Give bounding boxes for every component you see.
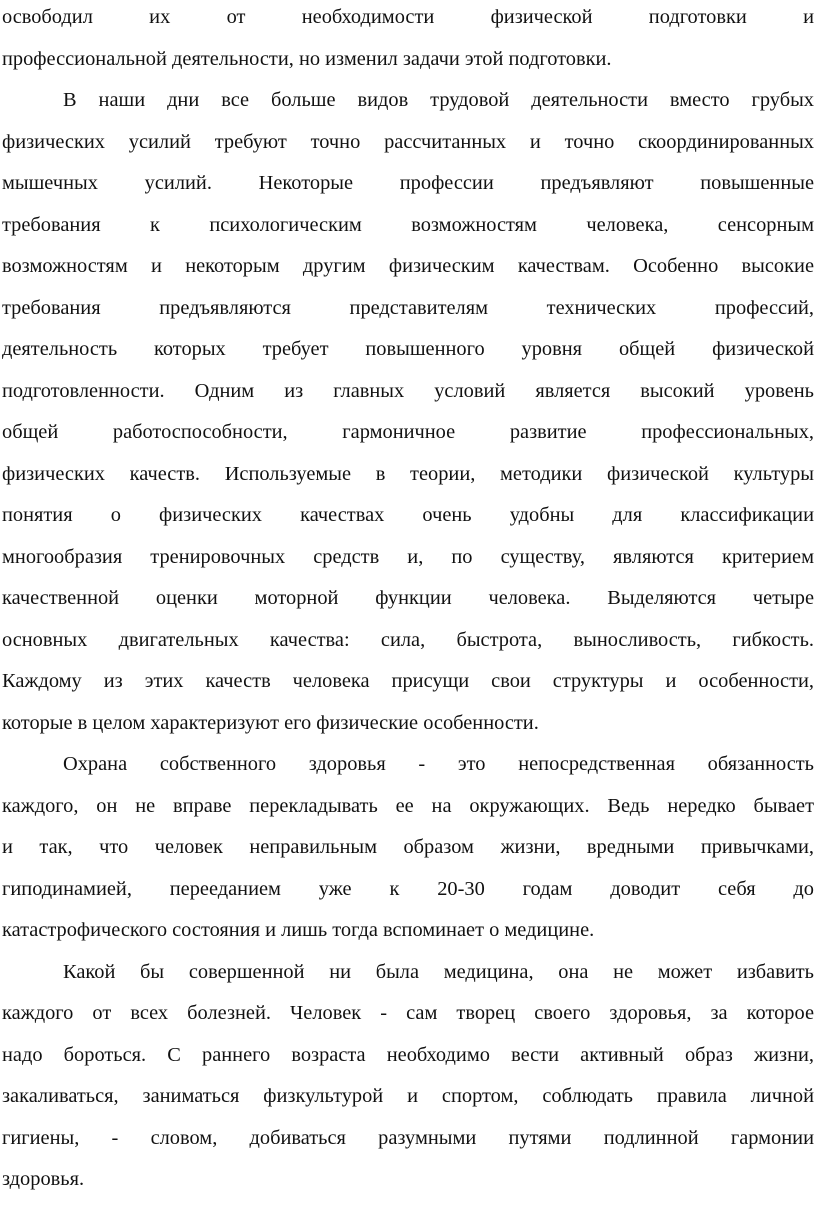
text-line: В наши дни все больше видов трудовой деятельности вместо грубых (63, 89, 814, 111)
text-line: подготовленности. Одним из главных условий является высокий уровень (2, 379, 814, 402)
document-body (2, 0, 814, 1201)
text-line: деятельность которых требует повышенного уровня общей физической (2, 338, 814, 360)
text-line: мышечных усилий. Некоторые профессии предъявляют повышенные (2, 172, 814, 194)
text-line: требования предъявляются представителям технических профессий, (2, 296, 814, 319)
text-line: каждого, он не вправе перекладывать ее на окружающих. Ведь нередко бывает (2, 794, 814, 817)
paragraph (2, 952, 814, 1201)
text-line: которые в целом характеризуют его физические особенности. (2, 711, 539, 734)
text-line: и так, что человек неправильным образом жизни, вредными привычками, (2, 836, 814, 858)
text-line: качественной оценки моторной функции человека. Выделяются четыре (2, 587, 814, 609)
paragraph (2, 80, 814, 744)
paragraph (2, 744, 814, 952)
text-line: физических усилий требуют точно рассчитанных и точно скоординированных (2, 130, 814, 153)
text-line: профессиональной деятельности, но изменил задачи этой подготовки. (2, 47, 612, 70)
text-line: гиподинамией, перееданием уже к 20-30 годам доводит себя до (2, 877, 814, 900)
text-line: Охрана собственного здоровья - это непосредственная обязанность (63, 753, 814, 775)
text-line: физических качеств. Используемые в теории, методики физической культуры (2, 462, 814, 485)
text-line: понятия о физических качествах очень удобны для классификации (2, 504, 814, 526)
text-line: здоровья. (2, 1168, 85, 1190)
text-line: катастрофического состояния и лишь тогда вспоминает о медицине. (2, 919, 595, 941)
text-line: общей работоспособности, гармоничное развитие профессиональных, (2, 421, 814, 443)
paragraph (2, 0, 814, 80)
text-line: многообразия тренировочных средств и, по существу, являются критерием (2, 545, 814, 568)
text-line: гигиены, - словом, добиваться разумными путями подлинной гармонии (2, 1126, 814, 1149)
text-line: каждого от всех болезней. Человек - сам творец своего здоровья, за которое (2, 1002, 814, 1024)
text-line: надо бороться. С раннего возраста необходимо вести активный образ жизни, (2, 1043, 814, 1066)
text-line: закаливаться, заниматься физкультурой и спортом, соблюдать правила личной (2, 1085, 814, 1107)
text-line: основных двигательных качества: сила, быстрота, выносливость, гибкость. (2, 628, 814, 651)
text-line: освободил их от необходимости физической подготовки и (2, 6, 814, 28)
text-line: возможностям и некоторым другим физическим качествам. Особенно высокие (2, 255, 814, 277)
text-line: требования к психологическим возможностям человека, сенсорным (2, 213, 814, 236)
text-line: Каждому из этих качеств человека присущи свои структуры и особенности, (2, 670, 814, 692)
text-line: Какой бы совершенной ни была медицина, она не может избавить (63, 960, 814, 983)
